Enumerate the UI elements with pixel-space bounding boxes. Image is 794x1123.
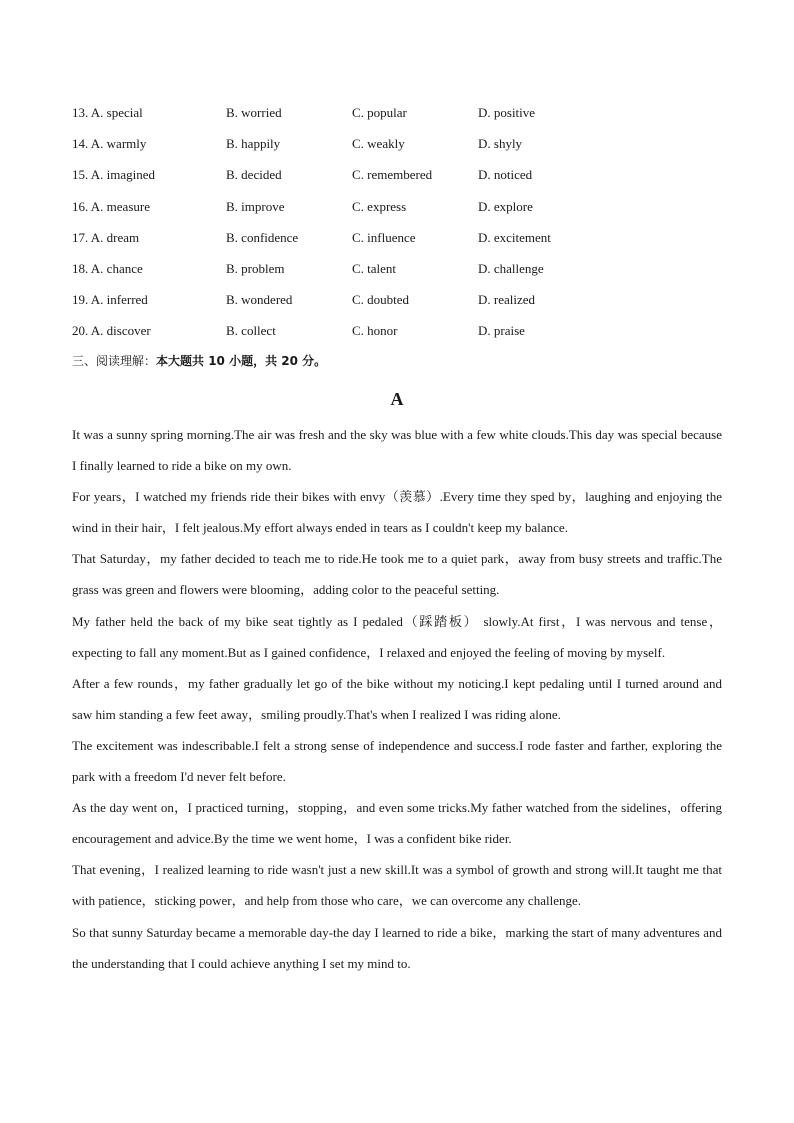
option-row-16 xyxy=(72,193,732,224)
option-c: C. weakly xyxy=(352,136,405,152)
option-a: 13. A. special xyxy=(72,105,143,120)
option-a: 14. A. warmly xyxy=(72,136,147,152)
paragraph: After a few rounds，my father gradually let go of the bike without my noticing.I kept pedaling until I turned around and saw him standing a few feet away，smiling proudly.That's when I realized I was riding alone. xyxy=(72,675,722,722)
option-a: 18. A. chance xyxy=(72,260,143,276)
section-instructions: 本大题共 10 小题，共 20 分。 xyxy=(156,354,327,368)
section-prefix: 三、阅读理解： xyxy=(72,354,157,368)
option-b: B. confidence xyxy=(226,229,299,245)
reading-passage xyxy=(72,419,722,979)
option-c: C. influence xyxy=(352,229,416,245)
option-d: D. explore xyxy=(478,198,533,214)
paragraph: It was a sunny spring morning.The air was fresh and the sky was blue with a few white clouds.This day was special because I finally learned to ride a bike on my own. xyxy=(72,427,722,474)
option-row-15 xyxy=(72,161,732,192)
paragraph: For years，I watched my friends ride their bikes with envy（羡慕）.Every time they sped by，laughing and enjoying the wind in their hair，I felt jealous.My effort always ended in tears as I couldn't keep my balance. xyxy=(72,489,722,536)
option-d: D. noticed xyxy=(478,167,533,183)
option-row-14 xyxy=(72,130,732,161)
answer-options xyxy=(72,99,732,349)
paragraph: The excitement was indescribable.I felt a strong sense of independence and success.I rode faster and farther, exploring the park with a freedom I'd never felt before. xyxy=(72,737,722,785)
option-c: C. doubted xyxy=(352,292,410,308)
section-heading xyxy=(72,350,326,372)
option-row-19 xyxy=(72,286,732,317)
option-c: C. popular xyxy=(352,105,407,120)
option-c: C. honor xyxy=(352,323,398,339)
option-a: 16. A. measure xyxy=(72,198,150,214)
option-b: B. problem xyxy=(226,260,285,276)
option-a: 17. A. dream xyxy=(72,229,140,245)
option-row-17 xyxy=(72,224,732,255)
option-b: B. collect xyxy=(226,323,276,339)
option-a: 19. A. inferred xyxy=(72,292,148,308)
option-d: D. realized xyxy=(478,292,536,308)
option-c: C. express xyxy=(352,198,407,214)
option-b: B. worried xyxy=(226,105,282,120)
option-d: D. excitement xyxy=(478,229,551,245)
paragraph: As the day went on，I practiced turning，stopping，and even some tricks.My father watched from the sidelines，offering encouragement and advice.By the time we went home，I was a confident bike rider. xyxy=(72,800,722,847)
option-a: 15. A. imagined xyxy=(72,167,156,183)
option-row-20 xyxy=(72,317,732,348)
option-d: D. challenge xyxy=(478,260,544,276)
option-d: D. praise xyxy=(478,323,525,339)
paragraph: That evening，I realized learning to ride wasn't just a new skill.It was a symbol of growth and strong will.It taught me that with patience，sticking power，and help from those who care，we can overcome any challenge. xyxy=(72,862,722,909)
option-b: B. happily xyxy=(226,136,281,152)
passage-title: A xyxy=(390,389,404,409)
option-row-13 xyxy=(72,99,732,130)
option-b: B. wondered xyxy=(226,292,293,308)
option-b: B. improve xyxy=(226,198,285,214)
option-c: C. remembered xyxy=(352,167,433,183)
option-a: 20. A. discover xyxy=(72,323,151,339)
option-b: B. decided xyxy=(226,167,282,183)
option-row-18 xyxy=(72,255,732,286)
option-d: D. positive xyxy=(478,105,536,120)
paragraph: My father held the back of my bike seat tightly as I pedaled（踩踏板） slowly.At first，I was nervous and tense，expecting to fall any moment.But as I gained confidence，I relaxed and enjoyed the feeling of moving by myself. xyxy=(72,613,722,660)
option-c: C. talent xyxy=(352,260,397,276)
option-d: D. shyly xyxy=(478,136,523,152)
paragraph: So that sunny Saturday became a memorable day-the day I learned to ride a bike，marking the start of many adventures and the understanding that I could achieve anything I set my mind to. xyxy=(72,924,722,971)
paragraph: That Saturday，my father decided to teach me to ride.He took me to a quiet park，away from busy streets and traffic.The grass was green and flowers were blooming，adding color to the peaceful setting. xyxy=(72,551,722,598)
